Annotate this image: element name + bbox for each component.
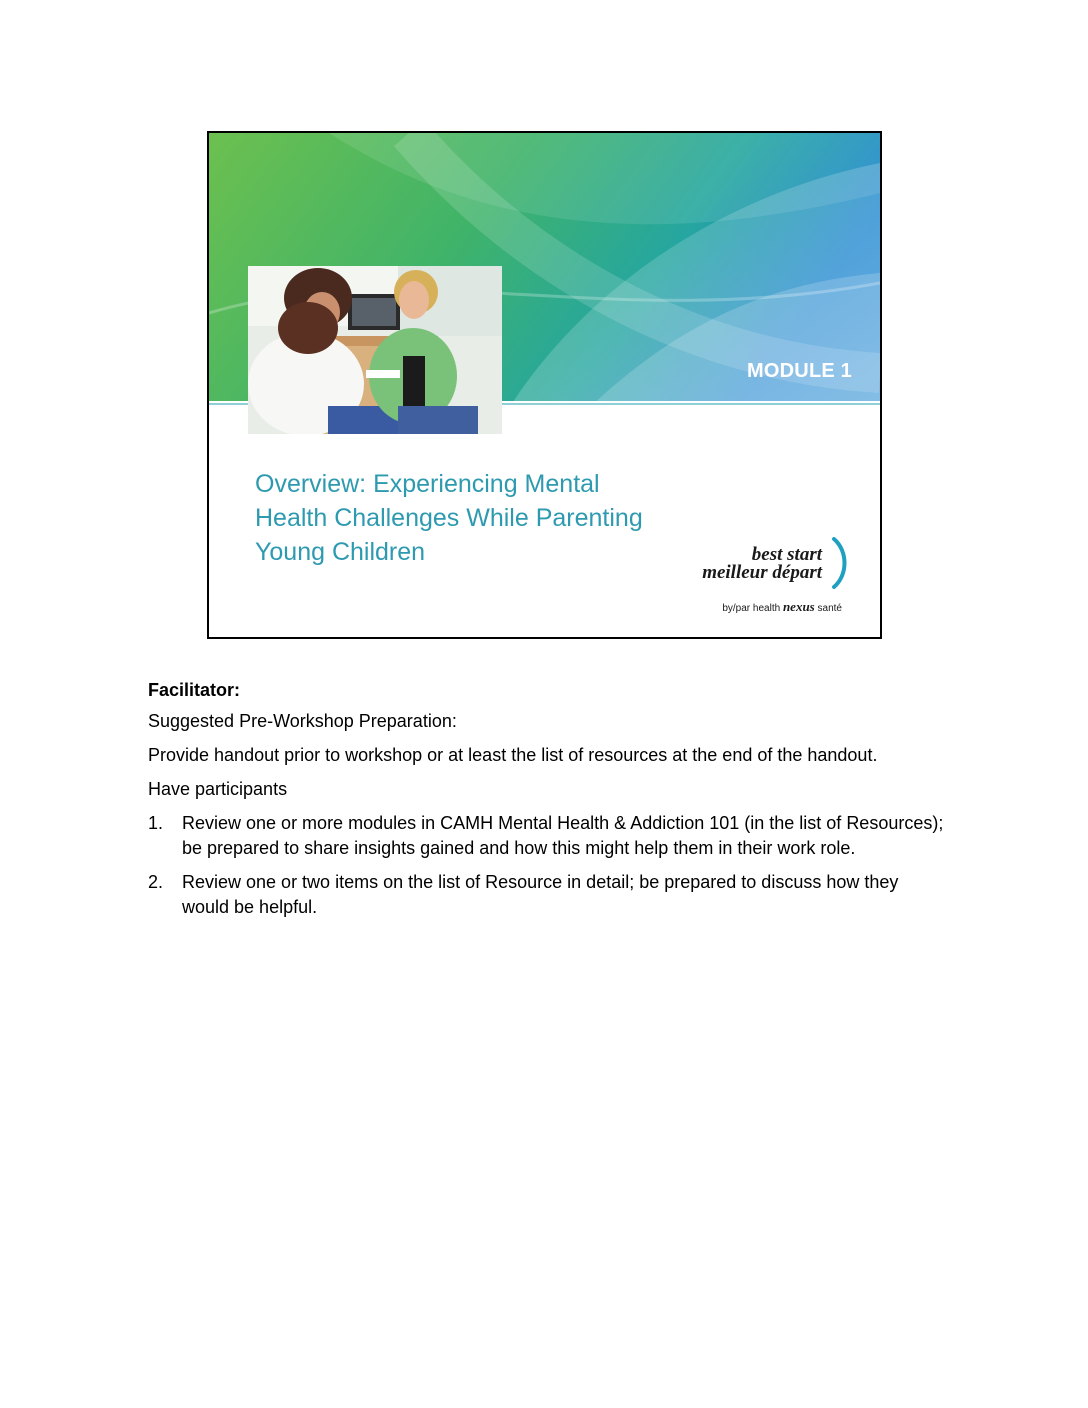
logo-text-meilleur-depart: meilleur départ	[702, 562, 822, 583]
slide-thumbnail	[207, 131, 882, 639]
logo-byline-suffix: santé	[817, 603, 842, 614]
best-start-logo	[700, 537, 860, 627]
logo-byline-brand: nexus	[782, 599, 815, 614]
list-item	[148, 870, 948, 920]
speaker-notes	[148, 678, 948, 929]
notes-label: Facilitator:	[148, 680, 241, 700]
logo-byline	[722, 599, 842, 615]
list-item-number: 1.	[148, 813, 164, 833]
module-label: MODULE 1	[747, 360, 852, 382]
participant-task-list	[148, 811, 948, 920]
prep-heading: Suggested Pre-Workshop Preparation:	[148, 711, 457, 731]
participants-intro: Have participants	[148, 779, 288, 799]
slide-photo	[248, 266, 502, 434]
slide-title-line: Overview: Experiencing Mental	[255, 470, 600, 498]
list-item-text: Review one or more modules in CAMH Mental Health & Addiction 101 (in the list of Resources); be prepared to share insights gained and how this might help them in their work role.	[182, 813, 944, 858]
slide-title	[255, 467, 675, 569]
list-item-text: Review one or two items on the list of Resource in detail; be prepared to discuss how they would be helpful.	[182, 872, 899, 917]
list-item-number: 2.	[148, 872, 164, 892]
logo-bracket-icon	[828, 537, 854, 589]
slide-title-line: Young Children	[255, 538, 426, 566]
list-item	[148, 811, 948, 861]
slide-title-line: Health Challenges While Parenting	[255, 504, 643, 532]
logo-byline-prefix: by/par health	[722, 603, 781, 614]
handout-text: Provide handout prior to workshop or at least the list of resources at the end of the handout.	[148, 745, 878, 765]
logo-text-best-start: best start	[751, 544, 822, 565]
